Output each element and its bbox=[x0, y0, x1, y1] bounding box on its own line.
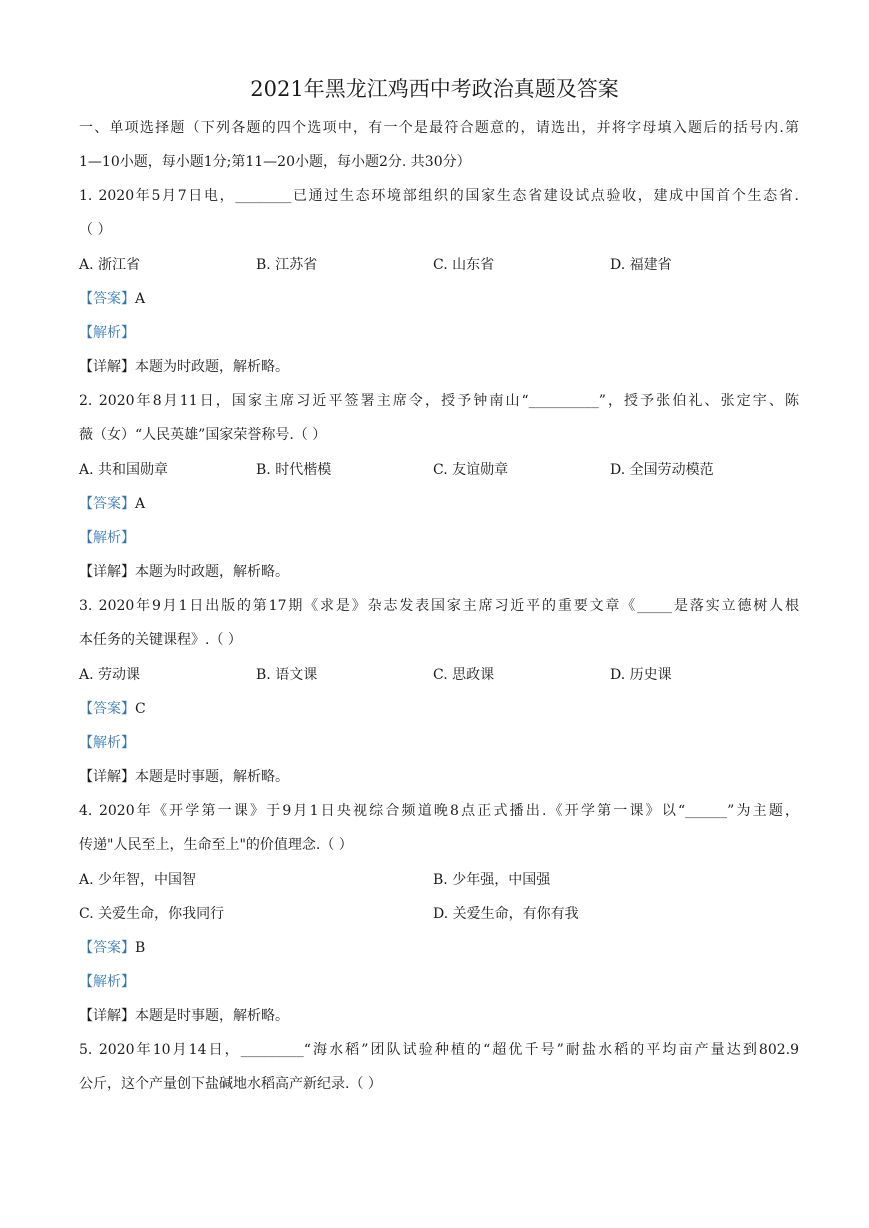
question-2-analysis bbox=[79, 528, 799, 548]
question-2-stem-line1: 2. 2020年8月11日，国家主席习近平签署主席令，授予钟南山“__________”，授予张伯礼、张定宇、陈 bbox=[79, 393, 799, 409]
question-1-detail bbox=[79, 357, 799, 377]
question-3-answer bbox=[79, 699, 799, 719]
analysis-tag: 【解析】 bbox=[79, 735, 135, 751]
detail-text: 本题是时事题，解析略。 bbox=[135, 1008, 289, 1024]
question-5-stem-line2: 公斤，这个产量创下盐碱地水稻高产新纪录.（ ） bbox=[79, 1076, 382, 1092]
question-3-option-d: D. 历史课 bbox=[610, 667, 672, 683]
answer-tag: 【答案】 bbox=[79, 940, 135, 956]
question-2-answer bbox=[79, 494, 799, 514]
question-2-stem-line2: 薇（女）“人民英雄”国家荣誉称号.（ ） bbox=[79, 427, 327, 443]
question-2-detail bbox=[79, 562, 799, 582]
question-2-option-b: B. 时代楷模 bbox=[256, 462, 332, 478]
question-3-analysis bbox=[79, 733, 799, 753]
detail-tag: 【详解】 bbox=[79, 359, 135, 375]
question-2-option-d: D. 全国劳动模范 bbox=[610, 462, 714, 478]
question-4-option-c: C. 关爱生命，你我同行 bbox=[79, 906, 225, 922]
question-4-option-d: D. 关爱生命，有你有我 bbox=[433, 906, 579, 922]
question-4-stem-line1: 4. 2020年《开学第一课》于9月1日央视综合频道晚8点正式播出.《开学第一课》以“______”为主题， bbox=[79, 803, 799, 819]
section-instruction-line1: 一、单项选择题（下列各题的四个选项中，有一个是最符合题意的，请选出，并将字母填入题后的括号内.第 bbox=[79, 120, 799, 136]
question-3-stem-line1: 3. 2020年9月1日出版的第17期《求是》杂志发表国家主席习近平的重要文章《_____是落实立德树人根 bbox=[79, 598, 799, 614]
detail-tag: 【详解】 bbox=[79, 564, 135, 580]
question-2-option-c: C. 友谊勋章 bbox=[433, 462, 509, 478]
analysis-tag: 【解析】 bbox=[79, 530, 135, 546]
detail-text: 本题是时事题，解析略。 bbox=[135, 769, 289, 785]
question-3-option-b: B. 语文课 bbox=[256, 667, 318, 683]
question-3-option-c: C. 思政课 bbox=[433, 667, 495, 683]
question-4-analysis bbox=[79, 972, 799, 992]
question-1-option-c: C. 山东省 bbox=[433, 257, 495, 273]
question-1-option-b: B. 江苏省 bbox=[256, 257, 318, 273]
answer-tag: 【答案】 bbox=[79, 701, 135, 717]
answer-value: A bbox=[135, 291, 146, 307]
detail-text: 本题为时政题，解析略。 bbox=[135, 564, 289, 580]
question-3-stem-line2: 本任务的关键课程》.（ ） bbox=[79, 632, 242, 648]
detail-text: 本题为时政题，解析略。 bbox=[135, 359, 289, 375]
answer-value: A bbox=[135, 496, 146, 512]
question-1-stem-line2: （ ） bbox=[79, 222, 112, 238]
question-3-detail bbox=[79, 767, 799, 787]
section-instruction-line2: 1—10小题，每小题1分;第11—20小题，每小题2分. 共30分） bbox=[79, 154, 471, 170]
analysis-tag: 【解析】 bbox=[79, 325, 135, 341]
question-2-option-a: A. 共和国勋章 bbox=[79, 462, 169, 478]
question-1-option-d: D. 福建省 bbox=[610, 257, 672, 273]
question-1-answer bbox=[79, 289, 799, 309]
question-1-option-a: A. 浙江省 bbox=[79, 257, 141, 273]
analysis-tag: 【解析】 bbox=[79, 974, 135, 990]
question-4-option-b: B. 少年强，中国强 bbox=[433, 872, 551, 888]
question-4-answer bbox=[79, 938, 799, 958]
answer-tag: 【答案】 bbox=[79, 496, 135, 512]
question-1-analysis bbox=[79, 323, 799, 343]
question-3-option-a: A. 劳动课 bbox=[79, 667, 141, 683]
question-4-option-a: A. 少年智，中国智 bbox=[79, 872, 197, 888]
answer-value: B bbox=[135, 940, 146, 956]
question-4-stem-line2: 传递"人民至上，生命至上"的价值理念.（ ） bbox=[79, 837, 353, 853]
detail-tag: 【详解】 bbox=[79, 1008, 135, 1024]
question-1-stem-line1: 1. 2020年5月7日电，________已通过生态环境部组织的国家生态省建设试点验收，建成中国首个生态省. bbox=[79, 188, 799, 204]
answer-tag: 【答案】 bbox=[79, 291, 135, 307]
detail-tag: 【详解】 bbox=[79, 769, 135, 785]
question-5-stem-line1: 5. 2020年10月14日，_________“海水稻”团队试验种植的“超优千号”耐盐水稻的平均亩产量达到802.9 bbox=[79, 1042, 799, 1058]
page-title: 2021年黑龙江鸡西中考政治真题及答案 bbox=[250, 77, 619, 101]
answer-value: C bbox=[135, 701, 146, 717]
question-4-detail bbox=[79, 1006, 799, 1026]
